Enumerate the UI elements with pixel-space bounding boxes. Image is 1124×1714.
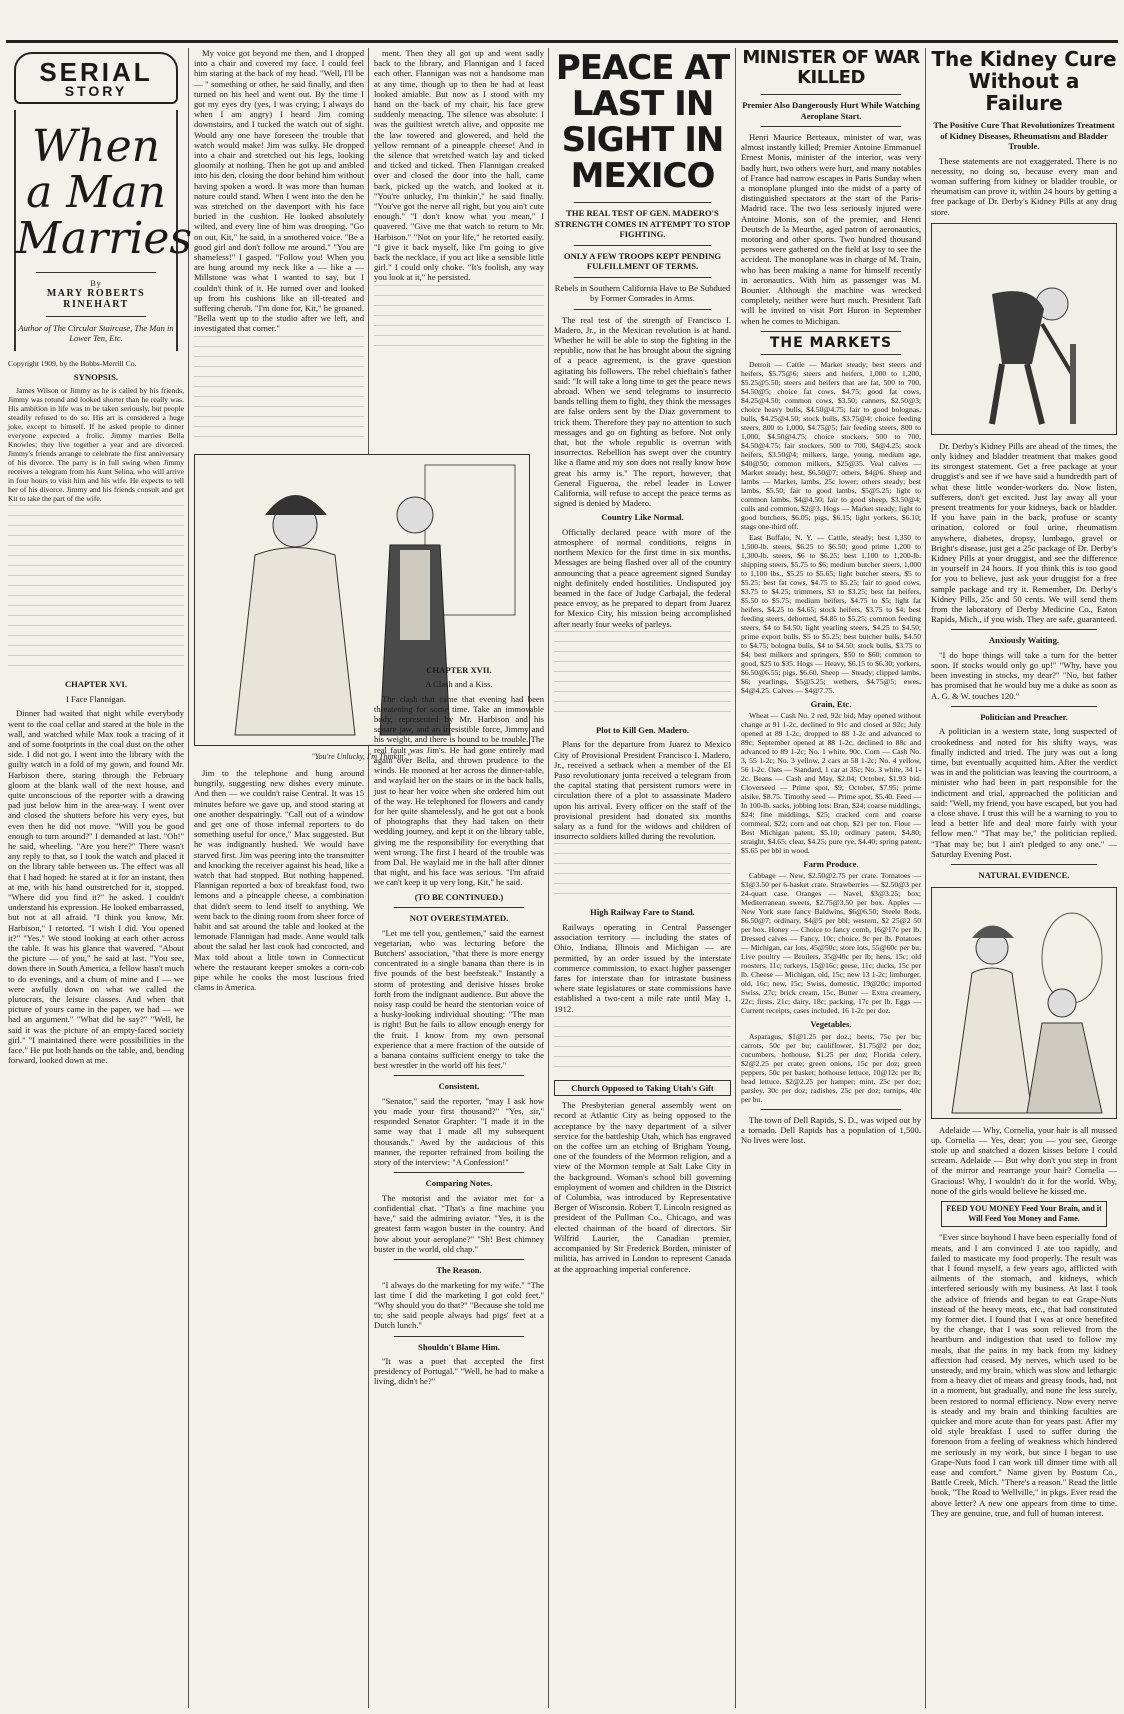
copyright-line: Copyright 1909, by the Bobbs-Merrill Co. xyxy=(8,358,137,368)
stooping-man-drawing xyxy=(932,224,1116,434)
synopsis-heading: SYNOPSIS. xyxy=(73,371,119,382)
vegetables-heading: Vegetables. xyxy=(810,1019,852,1030)
mexico-headline-line-2: SIGHT IN MEXICO xyxy=(561,120,724,196)
column-2 xyxy=(194,48,411,1708)
kidney-ad-illustration xyxy=(931,223,1117,435)
grain-text: Wheat — Cash No. 2 red, 92c bid; May opened without change at 91 1-2c, declined to 91c and closed at 92c; July opened at 89 1-2c, dropped to 88 1-2c and advanced to 89c; September opened at 88 1-2c, declined to 88c and advanced to 89 1-2c; No. 1 white, 90c. Corn — Cash No. 3, 55 1-2c; No. 3 yellow, 2 cars at 58 1-2c; No. 4 yellow, 56 1-2c. Oats — Standard, 1 car at 35c; No. 3 white, 34 1-2c. Beans — Cash and May, $2.04; October, $1.93 bid. Cloverseed — Prime spot, $9; October, $7.95; prime alsike, $8.75. Timothy seed — Prime spot, $5.40. Feed — In 100-lb. sacks, jobbing lots: Bran, $24; coarse middlings, $24; fine middlings, $25; cracked corn and coarse cornmeal, $22; corn and oat chop, $21 per ton. Flour — Best Michigan patent, $5.10; ordinary patent, $4.80; straight, $4.65; clear, $4.25; pure rye, $4.40; spring patent, $5.65 per bbl in wood. xyxy=(741,711,921,856)
markets-buffalo: East Buffalo, N. Y. — Cattle, steady; best 1,350 to 1,500-lb. steers, $6.25 to $6.50; good prime 1,200 to 1,300-lb. steers, $6 to $6.25; best 1,100 to 1,200-lb. shipping steers, $5.75 to $6; medium butcher steers, 1,000 to 1,100 lbs., $5.25 to $5.65; light butcher steers, $5 to $5.25; best fat cows, $4.75 to $5.25; fair to good cows, $3.75 to $4.25; trimmers, $3 to $3.25; best fat heifers, $5.50 to $5.75; medium heifers, $4.75 to $5; light fat heifers, $4.25 to $4.65; stock heifers, $3.75 to $4; best feeding steers, dehorned, $4.85 to $5.25; common feeding steers, $4 to $4.50; light yearling steers, $4.25 to $4.50; prime export bulls, $5 to $5.25; best butcher bulls, $4.50 to $4.75; bologna bulls, $4 to $4.50; stock bulls, $3.75 to $4; best milkers and springers, $50 to $60; common to good, $25 to $35. Hogs — Heavy, $6.15 to $6.30; yorkers, $6.50@6.55; pigs, $6.60. Sheep — Steady; clipped lambs, $6; yearlings, $5@5.25; wethers, $4.75@5; ewes, $4@4.25. Calves — $4@7.75. xyxy=(741,533,921,696)
story-column-3-filler xyxy=(374,285,544,355)
mexico-body: The real test of the strength of Francisco I. Madero, Jr., in the Mexican revolution is at hand. Whether he will be able to stop the fighting in the republic, now that he has brought about the signing of a peace agreement, is the grave question agitating his followers. The rebel chieftain's father said: "It will take a long time to get the peace news abroad. When we send telegrams to insurrecto bands telling them to fight, they think the messages are false orders sent by the Diaz government to trick them. Therefore they pay no attention to such messages and go on fighting as before. Not only that, but the whole republic is overrun with insurrectos. Rebellion has swept over the country like a flame and my son does not really know how great his army is." The report, however, that General Figueroa, the rebel leader in Lower California, will refuse to accept the peace terms as signed is denied by Madero. xyxy=(554,314,731,509)
railway-heading: High Railway Fare to Stand. xyxy=(590,907,695,918)
serial-label: SERIAL xyxy=(39,57,153,87)
story-title-line-2: a Man xyxy=(26,167,166,219)
railway-text: Railways operating in Central Passenger association territory — including the states of Ohio, Indiana, Illinois and Michigan — are permitted, by an order issued by the interstate commerce commission, to exact higher passenger fares for interstate than for intrastate business where state legislatures or state commissions have established a two-cent a mile rate until May 1, 1912. xyxy=(554,921,731,1014)
two-women-drawing xyxy=(932,888,1116,1118)
synopsis-text: James Wilson or Jimmy as he is called by his friends, Jimmy was rotund and looked shorter than he really was. His ambition in life was to be taken seriously, but people steadily refused to do so. His art is considered a huge joke, except to himself. If he asked people to dinner everyone expected a frolic. Jimmy marries Bella Knowles; they live together a year and are divorced. Jimmy's friends arrange to celebrate the first anniversary of his divorce. The party is in full swing when Jimmy receives a telegram from his Aunt Selina, who will arrive in four hours to visit him and his wife. He expects to tell her of his divorce. Jimmy and his friends consult and get Kit to take the part of the wife. xyxy=(8,386,184,504)
chapter-xvi-text: Dinner had waited that night while everybody went to the coal cellar and stared at the hole in the wall, and watched while Max took a tracing of it and of some footprints in the coal dust on the other side. I did not go. I went into the library with the guilty watch in a fold of my gown, and found Mr. Harbison there, staring through the February gloom at the blank wall of the next house, and quite unconscious of the reporter with a drawing pad just below him in the area-way. I went over and closed the shutters before his very eyes, but even then he did not move. "Will you be good enough to turn around?" I demanded at last. "Oh!" he said, wheeling. "Are you here?" There wasn't any reply to that, so I took the watch and placed it on the library table between us. The effect was all that I had hoped: he stared at it for an instant, then at me, with his hand outstretched for it, stopped. "Where did you find it?" he asked. I couldn't understand his expression. He looked embarrassed, but not at all afraid. "I think you know, Mr. Harbison," I retorted. "I wish I did. You opened it?" "Yes." We stood looking at each other across the table. It was his glance that wavered. "About the picture — of you," he said at last. "You see, down there in South America, a fellow hasn't much to do evenings, and a chum of mine and I — we were awfully down on what we called the plutocrats, the leisure classes. And when that picture of yours came in the paper, we had — we had an argument." "What did he say?" "Well, he said it was the picture of an empty-faced society girl." "I maintained there were possibilities in the face." He put both hands on the table, and, bending forward, looked down at me. xyxy=(8,708,185,1066)
kidney-headline xyxy=(931,48,1117,114)
grape-nuts-testimonial: "Ever since boyhood I have been especially fond of meats, and I am convinced I ate too rapidly, and failed to masticate my food properly. The result was that I found myself, a few years ago, afflicted with ailments of the stomach, and kidneys, which interfered seriously with my business. At last I took the advice of friends and began to eat Grape-Nuts instead of the heavy meats, etc., that had constituted my former diet. I found that I was at once benefited by the change, that I was soon relieved from the heartburn and indigestion that used to follow my meals, that the pains in my back from my kidney affection had ceased. My nerves, which used to be unsteady, and my brain, which was slow and lethargic from a heavy diet of meats and greasy foods, had, not in a moment, but gradually, and none the less surely, been restored to normal efficiency. Now every nerve is steady and my brain and thinking faculties are quicker and more acute than for years past. After my old style breakfast I used to suffer during the forenoon from a feeling of weakness which hindered me seriously in my work, but since I began to use Grape-Nuts food I can work till dinner time with all ease and comfort." Name given by Postum Co., Battle Creek, Mich. "There's a reason." Read the little book, "The Road to Wellville," in pkgs. Ever read the above letter? A new one appears from time to time. They are genuine, true, and full of human interest. xyxy=(931,1232,1117,1518)
farm-heading: Farm Produce. xyxy=(803,859,859,870)
story-title-line-3: Marries xyxy=(16,213,193,265)
comparing-notes-text: The motorist and the aviator met for a confidential chat. "That's a fine machine you have," said the admiring aviator. "Yes, it is the greatest farm wagon buster in the country. And how about your aeroplane?" "Sh! Best chimney buster in the world, old chap." xyxy=(374,1192,544,1254)
natural-evidence-heading: NATURAL EVIDENCE. xyxy=(978,870,1070,881)
church-text: The Presbyterian general assembly went on record at Atlantic City as being opposed to the acceptance by the navy department of a silver service for the battleship Utah, which has engraved on the coffee urn an etching of Brigham Young, one of the founders of the Mormon religion, and a view of the Mormon temple at Salt Lake City in the background. Woman's school bill governing employment of women and children in the District of Columbia, was introduced by Representative Berger of Wisconsin. Robert T. Lincoln resigned as president of the Pullman Co., Chicago, and was elected chairman of the board of directors. Sir Wilfrid Laurier, the Canadian premier, accompanied by Sir Frederick Borden, minister of militia, has arrived in London to represent Canada at the approaching imperial conference. xyxy=(554,1100,731,1274)
column-divider xyxy=(188,48,189,1708)
illustration-caption: "You're Unlucky, I'm Thinkin'." xyxy=(311,751,411,761)
column-divider xyxy=(925,48,926,1708)
column-divider xyxy=(735,48,736,1708)
chapter-xvii-heading: CHAPTER XVII. xyxy=(426,664,492,675)
story-title-line-1: When xyxy=(32,121,160,173)
comparing-notes-heading: Comparing Notes. xyxy=(425,1178,493,1189)
plot-heading: Plot to Kill Gen. Madero. xyxy=(596,724,689,735)
grain-heading: Grain, Etc. xyxy=(810,699,852,710)
byline-by: By xyxy=(90,279,102,289)
story-continued-text: My voice got beyond me then, and I dropped into a chair and covered my face. I could feel him staring at the back of my head. "Well, I'll be — " something or other, he said finally, and then turned on his heel and went out. By the time I got my eyes dry (yes, I was crying; I always do when I am angry) I heard Jim coming downstairs, and I tucked the watch out of sight. Would any one have foreseen the trouble that watch would make! Jim was sulky. He dropped into a chair and stretched out his legs, looking gloomily at nothing. Then he got up and ambled into his den, closing the door behind him without having spoken a word. It was more than human nature could stand. When I went into the den he was stretched on the davenport with his face buried in the cushion. He looked absolutely wilted, and every line of him was drooping. "Go on out, Kit," he said, in a smothered voice. "Be a good girl and don't follow me around." "You are shameless!" I gasped. "Follow you! When you are hung around my neck like a — like a — Millstone was what I wanted to say, but I couldn't think of it. He turned over and looked up from his cushions like an ill-treated and suffering cherub. "I'm done for, Kit," he groaned. "Bella went up to the studio after we left, and investigated that corner." xyxy=(194,48,364,334)
synopsis-continued xyxy=(8,505,184,675)
story-continued-text-b: Jim to the telephone and hung around hungrily, suggesting new dishes every minute. And then — we couldn't raise Central. It was 15 minutes before we gave up, and stood staring at one another despairingly. "Call out of a window and get one of those infernal reporters to do something useful for once," Max suggested. But he was indignantly hushed. We would have starved first. Jim was peering into the transmitter and knocking the receiver against his head, like a watch that had stopped. But nothing happened. Flannigan reported a box of breakfast food, two lemons and a pineapple cheese, a combination that didn't seem to lend itself to anything. We went back to the dining room from sheer force of habit and sat around the table and looked at the lemonade Flannigan had made. Anne would talk about the salad her last cook had concocted, and Max told about a little town in Connecticut where the restaurant keeper smokes a corn-cob pipe while he cooks the most luscious fried clams in America. xyxy=(194,767,364,993)
author-credits: Author of The Circular Staircase, The Man in Lower Ten, Etc. xyxy=(18,322,174,343)
mexico-deck-1: THE REAL TEST OF GEN. MADERO'S STRENGTH COMES IN ATTEMPT TO STOP FIGHTING. xyxy=(554,208,731,239)
markets-detroit: Detroit — Cattle — Market steady; best steers and heifers, $5.75@6; steers and heifers, 1,000 to 1,200, $5.25@5.50; steers and heifers that are fat, 500 to 700, $4.50@5; choice fat cows, $4.75; good fat cows, $4.25@4.50; common cows, $3.50; canners, $2.50@3; choice heavy bulls, $4.50@4.75; fair to good bolognas, bulls, $4.25@4.50; stock bulls, $3.75@4; choice feeding steers, 800 to 1,000, $4.75@5; fair feeding steers, 800 to 1,000, $4.50@4.75; choice stockers, 500 to 700, $4.50@4.75; fair stockers, 500 to 700, $4@4.25; stock heifers, $3.50@4; milkers, large, young, medium age, $40@50; common milkers, $25@35. Veal calves — Market steady; best, $6.50@7; others, $4@6. Sheep and lambs — Market, lambs, 25c lower; others steady; best lambs, $5.50; fair to good lambs, $5@5.25; light to common lambs, $4@4.50; fair to good sheep, $3.50@4; culls and common, $2@3. Hogs — Market steady; light to good butchers, $6.05; pigs, $6.15; light yorkers, $6.10; stags one-third off. xyxy=(741,360,921,532)
politician-heading: Politician and Preacher. xyxy=(980,711,1068,722)
column-divider xyxy=(368,48,369,1708)
story-title xyxy=(16,121,193,265)
mexico-headline xyxy=(554,50,731,194)
anxious-heading: Anxiously Waiting. xyxy=(988,635,1060,646)
author-name: MARY ROBERTS RINEHART xyxy=(46,288,146,310)
not-overestimated-text: "Let me tell you, gentlemen," said the earnest vegetarian, who was lecturing before the Butchers' association, "that there is more energy concentrated in a single banana than there is in five pounds of the best beefsteak." Instantly a storm of protesting and derisive hisses broke forth from the indignant audience. But above the noisy rasp could be heard the stentorian voice of a husky-looking individual shouting: "The man is right! But he fails to allow enough energy for the fruit. I know from my own personal experience that a mere fraction of the outside of a banana contains sufficient energy to take the best wrestler in the world off his feet." xyxy=(374,927,544,1071)
chapter-xvii-subheading: A Clash and a Kiss. xyxy=(425,679,493,690)
column-4 xyxy=(554,48,731,1708)
column-3 xyxy=(374,48,544,1708)
country-continued xyxy=(554,631,731,721)
mexico-deck-2: ONLY A FEW TROOPS KEPT PENDING FULFILLMENT OF TERMS. xyxy=(563,250,722,271)
to-be-continued: (TO BE CONTINUED.) xyxy=(414,891,504,902)
minister-body: Henri Maurice Berteaux, minister of war, was almost instantly killed; Premier Antoine Emmanuel Ernest Monis, minister of the interior, was very badly hurt, two others were hurt, and many notables of France had narrow escapes in Paris Sunday when a monoplane plunged into the midst of a party of distinguished spectators at the start of the Paris-Madrid race. The two less seriously injured were Antoine Monis, son of the premier, and Henri Deutsch de la Meurthe, aged patron of aeronautics, motoring and other sports. Two hundred thousand persons were gathered on the field at Issy to see the accident. The monoplane was in charge of M. Train, who has been making a name for himself recently in aeronautics. With him as passenger was M. Bounier. Although the machine was wrecked completely, neither were hurt much. President Taft will be invited to visit Port Huron in September when he comes to Michigan. xyxy=(741,132,921,326)
reason-text: "I always do the marketing for my wife." "The last time I did the marketing I got cold feet." "Why should you do that?" "Because she told me to; she said people always had pigs' feet at a Dutch lunch." xyxy=(374,1279,544,1331)
minister-deck: Premier Also Dangerously Hurt While Watching Aeroplane Start. xyxy=(742,100,920,121)
serial-story-banner xyxy=(14,52,178,104)
feed-you-money-box: FEED YOU MONEY Feed Your Brain, and it Will Feed You Money and Fame. xyxy=(941,1201,1107,1227)
markets-headline: THE MARKETS xyxy=(769,334,893,351)
consistent-text: "Senator," said the reporter, "may I ask how you made your first thousand?" "Yes, sir," responded Senator Graphter: "I made it in the same way that I made all my subsequent thousands." Awed by the audacious of this manner, the reporter refrained from boiling the story of the interview: "A Confession!" xyxy=(374,1095,544,1168)
consistent-heading: Consistent. xyxy=(438,1081,480,1092)
column-divider xyxy=(548,48,549,1708)
reason-heading: The Reason. xyxy=(436,1265,482,1276)
top-rule xyxy=(6,40,1118,43)
country-heading: Country Like Normal. xyxy=(601,512,684,523)
plot-continued xyxy=(554,843,731,903)
politician-text: A politician in a western state, long suspected of crookedness and noted for his shifty ways, was finally indicted and tried. The jury was out a long time, but eventually acquitted him. After the verdict was in and the politician was leaving the courtroom, a minister who had been in part responsible for the indictment and trial, approached the politician and said: "Well, my friend, you have escaped, but you had a close shave. I trust this will be a warning to you to lead a better life and deal more fairly with your fellow men." "That may be," the politician replied. "That may be; but I ain't pledged to any one." — Saturday Evening Post. xyxy=(931,726,1117,859)
chapter-xvi-subheading: I Face Flannigan. xyxy=(66,693,126,704)
country-text: Officially declared peace with more of the atmosphere of normal conditions, reigns in northern Mexico for the first time in six months. Messages are being flashed over all of the country announcing that a peace agreement signed Sunday night definitely ended hostilities. Undisputed joy beamed in the face of Judge Carbajal, the federal peace envoy, as he prepared to depart from Juarez for Mexico City, his mission being accomplished after nearly four weeks of parleys. xyxy=(554,526,731,629)
natural-evidence-text: Adelaide — Why, Cornelia, your hair is all mussed up. Cornelia — Yes, dear; you — you see, George stole up and snatched a dozen kisses before I could scream. Adelaide — But why don't you step in front of the mirror and rearrange your hair? Cornelia — Gracious! Why, I wouldn't do it for the world. Why, none of the girls would believe he kissed me. xyxy=(931,1124,1117,1196)
mexico-deck-3: Rebels in Southern California Have to Be Subdued by Former Comrades in Arms. xyxy=(554,282,731,303)
story-continued-filler xyxy=(194,336,364,446)
minister-headline: MINISTER OF WAR KILLED xyxy=(742,47,920,88)
plot-text: Plans for the departure from Juarez to Mexico City of Provisional President Francisco I. Madero, Jr., received a setback when a member of the El Paso revolutionary junta received a telegram from the capital stating that persistent rumors were in circulation there of a plot to assassinate Madero upon his arrival. Every officer on the staff of the provisional president had donated six months salary as a fund for the widows and children of insurrecto soldiers killed during the revolution. xyxy=(554,739,731,842)
blame-text: "It was a poet that accepted the first presidency of Portugal." "Well, he had to make a living, didn't he?" xyxy=(374,1356,544,1387)
kidney-body-a: These statements are not exaggerated. There is no necessity, no doing so, because every man and woman suffering from kidney or bladder trouble, or rheumatism can prove it, within 24 hours by getting a free package of Dr. Derby's Kidney Pills at any drug store. xyxy=(931,155,1117,217)
blame-heading: Shouldn't Blame Him. xyxy=(418,1341,500,1352)
railway-continued xyxy=(554,1016,731,1076)
column-5 xyxy=(741,48,921,1708)
dell-rapids-text: The town of Dell Rapids, S. D., was wiped out by a tornado. Dell Rapids has a population of 1,500. No lives were lost. xyxy=(741,1114,921,1146)
farm-text: Cabbage — New, $2.50@2.75 per crate. Tomatoes — $3@3.50 per 6-basket crate. Strawberries — $2.50@3 per 24-quart case. Oranges — Navel, $3@3.25; box; Mediterranean sweets, $2.75@3.50 per box. Apples — New York state fancy Baldwins, $6@6.50; Steele Reds, $6.50@7; ordinary, $4@5 per bbl; western, $2 25@2 50 per box. Honey — Choice to fancy comb, 16@17c per lb. Dressed calves — Fancy, 10c; choice, 9c per lb. Potatoes — Michigan, car lots, 45@50c; store lots, 55@60c per bu. Live poultry — Broilers, 35@40c per lb; hens, 15c; old roosters, 11c; turkeys, 15@16c; geese, 11c; ducks, 15c per lb. Cheese — Michigan, old, 15c; new 13 1-2c; limburger, old, 16c; new, 15c; Swiss, domestic, 19@20c; imported Swiss, 27c; brick cream, 15c. Butter — Extra creamery, 22c; firsts, 21c; dairy, 18c; packing, 17c per lb. Eggs — Current receipts, cases included, 16 1-2c per doz. xyxy=(741,871,921,1016)
kidney-body-b: Dr. Derby's Kidney Pills are ahead of the times, the only kidney and bladder treatment that makes good its strongest statement. Get a free package at your druggist's and see if we have said a hundredth part of what these little wonder-workers do. Now listen, sufferers, don't get excited. Just lay away all your present treatments for your kidneys, back or bladder. If you have pain in the back, profuse or scanty urination, colored or foul urine, rheumatism anywhere, diabetes, dropsy, lumbago, gravel or Bright's disease, just get a 25c package of Dr. Derby's Kidney Pills at your druggist, and see the difference in yourself in 24 hours. If you think this is too good for you to believe, just ask your druggist for a free sample package and try it. Remember, Dr. Derby's Kidney Pills, 25c and 50 cents. We will send them from the laboratory of Derby Medicine Co., Eaton Rapids, Mich., if you wish. They are safe, guaranteed. xyxy=(931,440,1117,625)
kidney-headline-line-2: Without a Failure xyxy=(968,69,1080,115)
chapter-xvii-text: The clash that came that evening had been threatening for some time. Take an immovable body, represented by Mr. Harbison and his square jaw, and an irresistible force, Jimmy and his weight, and there is bound to be trouble. The real fault was Jim's. He had gone entirely mad again over Bella, and thrown prudence to the winds. He mooned at her across the dinner-table, and waylaid her on the stairs or in the back halls, just to hear her voice when she ordered him out of the way. He telephoned for flowers and candy for her quite shamelessly, and he got out a book of photographs that they had taken on their wedding journey, and kept it on the library table, giving me the responsibility for everything that went wrong. The first I heard of the trouble was from Dal. He waylaid me in the hall after dinner that night, and his face was serious. "I'm afraid we can't keep it up very long, Kit," he said. xyxy=(374,693,544,888)
natural-evidence-illustration xyxy=(931,887,1117,1119)
anxious-text: "I do hope things will take a turn for the better soon. If stocks would only go up!" "Why, have you been investing in stocks, my dear?" "No, but father has promised that he would buy me a duke as soon as A. G. & W. touches 120." xyxy=(931,649,1117,701)
column-1 xyxy=(8,48,193,1708)
not-overestimated-heading: NOT OVERESTIMATED. xyxy=(409,913,509,924)
mexico-headline-line-1: PEACE AT LAST IN xyxy=(555,48,730,124)
kidney-deck: The Positive Cure That Revolutionizes Treatment of Kidney Diseases, Rheumatism and Bladder Trouble. xyxy=(933,120,1115,151)
vegetables-text: Asparagus, $1@1.25 per doz.; beets, 75c per bu; carrots, 50c per bu; cauliflower, $1.75@2 per doz; cucumbers, hothouse, $1.25 per doz; Florida celery, $2@2.25 per crate; green onions, 15c per doz; green peppers, 50c per basket; hothouse lettuce, 10@12c per lb; head lettuce, $2@2.25 per hamper; mint, 25c per doz; parsley, 30c per doz; radishes, 25c per doz; turnips, 40c per bu. xyxy=(741,1031,921,1104)
story-column-3-text: ment. Then they all got up and went sadly back to the library, and Flannigan and I faced each other. Flannigan was not a handsome man at any time, though up to then he had at least looked amiable. But now as I stood with my hand on the back of my chair, his face grew suddenly menacing. The silence was absolute: I was the guiltiest wretch alive, and opposite me the law towered and glowered, and held the yellow remnant of a pineapple cheese! And in the silence that wretched watch lay and ticked and ticked and ticked. Then Flannigan creaked over and closed the door into the hall, came back, picked up the watch, and looked at it. "You're unlucky, I'm thinkin'," he said finally. "You've got the nerve all right, but you ain't cute enough." "I don't know what you mean," I quavered. "Give me that watch to return to Mr. Harbison." "Not on your life," he retorted easily. "I give it back myself, like I'm going to give back the necklace, if you act like a sensible little girl." I could only choke. "It's foolish, any way you look at it," he persisted. xyxy=(374,48,544,283)
column-6 xyxy=(931,48,1117,1708)
chapter-xvi-heading: CHAPTER XVI. xyxy=(64,679,128,690)
kidney-headline-line-1: The Kidney Cure xyxy=(931,47,1117,71)
church-heading: Church Opposed to Taking Utah's Gift xyxy=(554,1080,731,1097)
story-label: STORY xyxy=(64,83,128,99)
